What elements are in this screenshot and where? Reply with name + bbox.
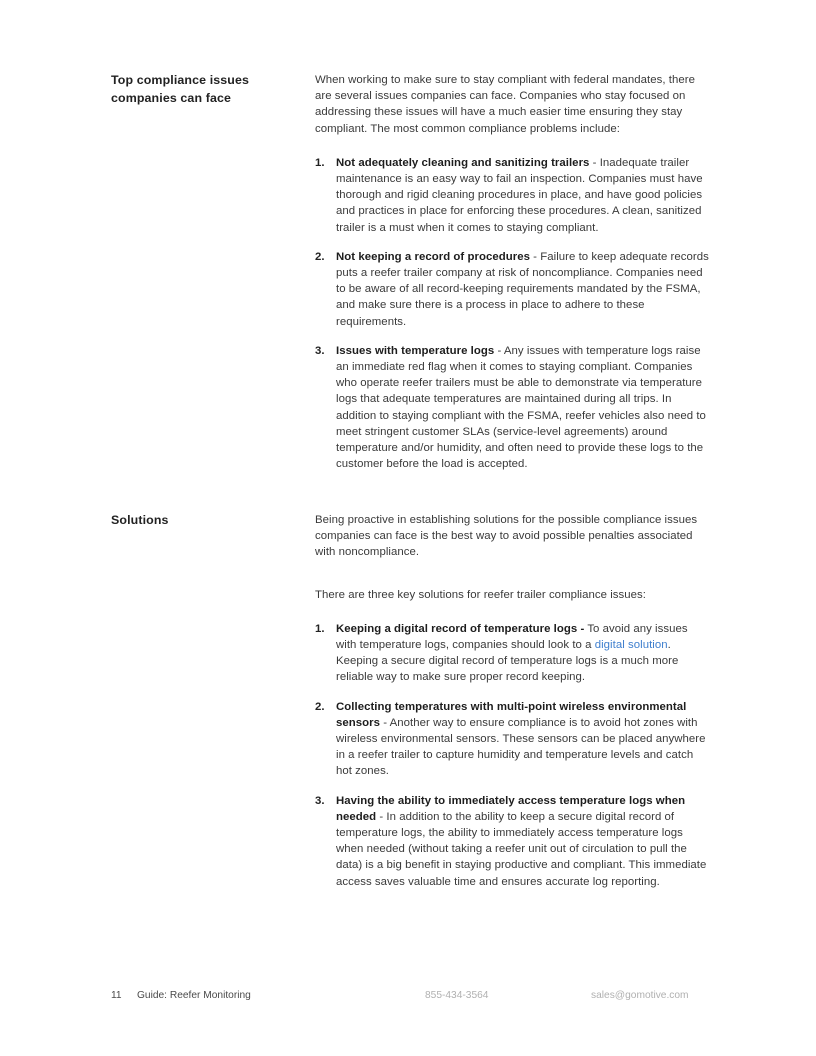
compliance-issues-list xyxy=(315,155,711,473)
footer-email-address: sales@gomotive.com xyxy=(591,990,689,1001)
list-item-body: - Any issues with temperature logs raise an immediate red flag when it comes to staying compliant. Companies who operate reefer trailers must be able to demonstrate via temperature logs that adequate temperatures are maintained during all trips. In addition to staying compliant with the FSMA, reefer vehicles also need to meet stringent customer SLAs (service-level agreements) around temperature and/or humidity, and often need to provide these logs to the customer before the load is accepted. xyxy=(336,344,706,471)
intro-paragraph: When working to make sure to stay compliant with federal mandates, there are several issues companies can face. Companies who stay focused on addressing these issues will have a much easier time ensuring they stay compliant. The most common compliance problems include: xyxy=(315,74,695,135)
list-item xyxy=(315,621,711,686)
list-item-body-after-link: . Keeping a secure digital record of temperature logs is a much more reliable way to make sure proper record keeping. xyxy=(336,639,679,684)
section-compliance-issues xyxy=(111,72,711,472)
section-body-column xyxy=(315,72,711,472)
list-item-body: - Inadequate trailer maintenance is an easy way to fail an inspection. Companies must have thorough and rigid cleaning procedures in place, and have good policies and practices in place for enforcing these procedures. A clean, sanitized trailer is a must when it comes to staying compliant. xyxy=(336,156,703,234)
section-label-column xyxy=(111,512,315,530)
solutions-intro-paragraph: Being proactive in establishing solutions for the possible compliance issues companies can face is the best way to avoid possible penalties associated with noncompliance. xyxy=(315,514,698,559)
list-item-lead: Collecting temperatures with multi-point wireless environmental sensors xyxy=(336,700,687,729)
digital-solution-link[interactable]: digital solution xyxy=(594,639,668,652)
list-marker: 3. xyxy=(315,344,325,357)
list-item xyxy=(315,249,711,330)
footer-page-number: 11 xyxy=(111,990,122,1001)
solutions-list xyxy=(315,621,711,890)
footer-phone-number: 855-434-3564 xyxy=(425,990,489,1001)
section-solutions xyxy=(111,512,711,890)
page-footer xyxy=(111,988,711,1004)
solutions-heading: Solutions xyxy=(111,513,169,527)
list-marker: 3. xyxy=(315,794,325,807)
list-marker: 1. xyxy=(315,156,325,169)
list-item-lead: Keeping a digital record of temperature logs - xyxy=(336,622,585,635)
page-title xyxy=(111,72,301,107)
heading-line-2: companies can face xyxy=(111,90,231,105)
list-item xyxy=(315,155,711,236)
list-item-lead: Having the ability to immediately access temperature logs when needed xyxy=(336,794,686,823)
list-item-body: - In addition to the ability to keep a secure digital record of temperature logs, the ability to immediately access temperature logs when needed (without taking a reefer unit out of circulation to pull the data) is a big benefit in staying productive and compliant. This immediate access saves valuable time and ensures accurate log reporting. xyxy=(336,810,707,888)
list-marker: 1. xyxy=(315,622,325,635)
list-marker: 2. xyxy=(315,700,325,713)
section-body-column xyxy=(315,512,711,890)
list-item-body-before-link: To avoid any issues with temperature logs, companies should look to a xyxy=(336,622,688,652)
list-item-body: - Failure to keep adequate records puts a reefer trailer company at risk of noncompliance. Companies need to be aware of all record-keeping requirements mandated by the FSMA, and make sure there is a process in place to adhere to these requirements. xyxy=(336,250,709,328)
list-item xyxy=(315,699,711,780)
solutions-intro-paragraph-2: There are three key solutions for reefer trailer compliance issues: xyxy=(315,588,646,601)
list-item-body: - Another way to ensure compliance is to avoid hot zones with wireless environmental sensors. These sensors can be placed anywhere in a reefer trailer to capture humidity and temperature levels and catch hot zones. xyxy=(336,716,706,778)
footer-document-title: Guide: Reefer Monitoring xyxy=(137,990,251,1001)
section-label-column xyxy=(111,72,315,107)
list-item-lead: Not keeping a record of procedures xyxy=(336,250,530,263)
list-item xyxy=(315,343,711,473)
list-item xyxy=(315,793,711,890)
list-item-lead: Not adequately cleaning and sanitizing trailers xyxy=(336,156,590,169)
heading-line-1: Top compliance issues xyxy=(111,73,250,87)
list-item-lead: Issues with temperature logs xyxy=(336,344,495,357)
list-marker: 2. xyxy=(315,250,325,263)
